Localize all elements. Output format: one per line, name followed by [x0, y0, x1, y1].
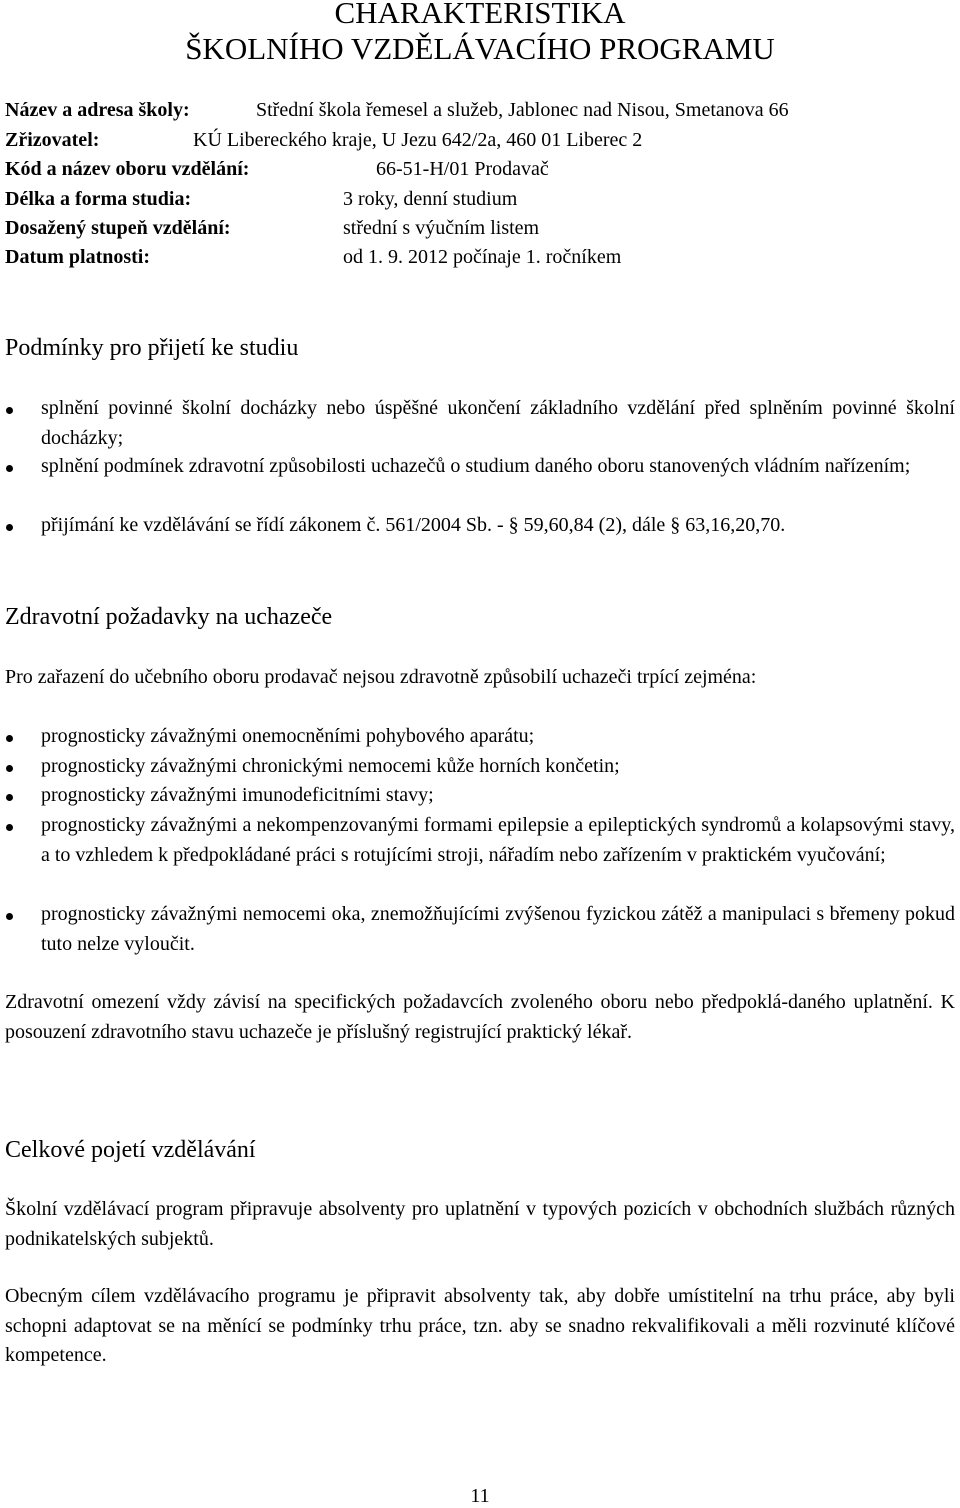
health-note: Zdravotní omezení vždy závisí na specifických požadavcích zvoleného oboru nebo předpoklá-daného uplatnění. K posouzení zdravotního stavu uchazeče je příslušný registrující praktický lékař. — [5, 991, 955, 1043]
info-value: 3 roky, denní studium — [343, 188, 518, 210]
bullet-icon — [6, 913, 13, 920]
list-item: prognosticky závažnými chronickými nemocemi kůže horních končetin; — [41, 755, 620, 777]
section-heading-concept: Celkové pojetí vzdělávání — [5, 1137, 256, 1163]
bullet-icon — [6, 407, 13, 414]
info-value: KÚ Libereckého kraje, U Jezu 642/2a, 460 01 Liberec 2 — [193, 129, 643, 151]
section-heading-health: Zdravotní požadavky na uchazeče — [5, 604, 333, 630]
info-label: Datum platnosti: — [5, 246, 151, 268]
document-title-line1: CHARAKTERISTIKA — [334, 0, 626, 30]
info-value: Střední škola řemesel a služeb, Jablonec nad Nisou, Smetanova 66 — [256, 99, 789, 121]
bullet-icon — [6, 794, 13, 801]
list-item: prognosticky závažnými onemocněními pohybového aparátu; — [41, 725, 535, 747]
list-item: prognosticky závažnými imunodeficitními stavy; — [41, 784, 434, 806]
section-heading-admission: Podmínky pro přijetí ke studiu — [5, 335, 299, 361]
info-label: Zřizovatel: — [5, 129, 100, 151]
document-title-line2: ŠKOLNÍHO VZDĚLÁVACÍHO PROGRAMU — [185, 31, 775, 66]
info-label: Kód a název oboru vzdělání: — [5, 158, 250, 180]
page-number: 11 — [470, 1485, 490, 1507]
bullet-icon — [6, 524, 13, 531]
concept-paragraph: Obecným cílem vzdělávacího programu je připravit absolventy tak, aby dobře umístitelní na trhu práce, aby byli schopni adaptovat se na měnící se podmínky trhu práce, tzn. aby se snadno rekvalifikovali a měli rozvinuté klíčové kompetence. — [5, 1285, 955, 1366]
bullet-icon — [6, 465, 13, 472]
list-item: přijímání ke vzdělávání se řídí zákonem č. 561/2004 Sb. - § 59,60,84 (2), dále § 63,16,20,70. — [41, 514, 786, 536]
info-value: od 1. 9. 2012 počínaje 1. ročníkem — [343, 246, 622, 268]
info-label: Délka a forma studia: — [5, 188, 192, 210]
list-item: splnění podmínek zdravotní způsobilosti uchazečů o studium daného oboru stanovených vládním nařízením; — [41, 455, 911, 477]
info-label: Dosažený stupeň vzdělání: — [5, 217, 231, 239]
bullet-icon — [6, 824, 13, 831]
list-item: splnění povinné školní docházky nebo úspěšné ukončení základního vzdělání před splněním povinné školní docházky; — [41, 397, 955, 449]
health-intro: Pro zařazení do učebního oboru prodavač nejsou zdravotně způsobilí uchazeči trpící zejména: — [5, 666, 757, 688]
info-label: Název a adresa školy: — [5, 99, 190, 121]
list-item: prognosticky závažnými nemocemi oka, znemožňujícími zvýšenou fyzickou zátěž a manipulaci s břemeny pokud tuto nelze vyloučit. — [41, 903, 955, 955]
info-value: střední s výučním listem — [343, 217, 540, 239]
bullet-icon — [6, 735, 13, 742]
concept-paragraph: Školní vzdělávací program připravuje absolventy pro uplatnění v typových pozicích v obchodních službách různých podnikatelských subjektů. — [5, 1198, 955, 1250]
bullet-icon — [6, 765, 13, 772]
info-value: 66-51-H/01 Prodavač — [376, 158, 549, 180]
list-item: prognosticky závažnými a nekompenzovanými formami epilepsie a epileptických syndromů a kolapsovými stavy, a to vzhledem k předpokládané práci s rotujícími stroji, nářadím nebo zařízením v praktickém vyučování; — [41, 814, 955, 866]
